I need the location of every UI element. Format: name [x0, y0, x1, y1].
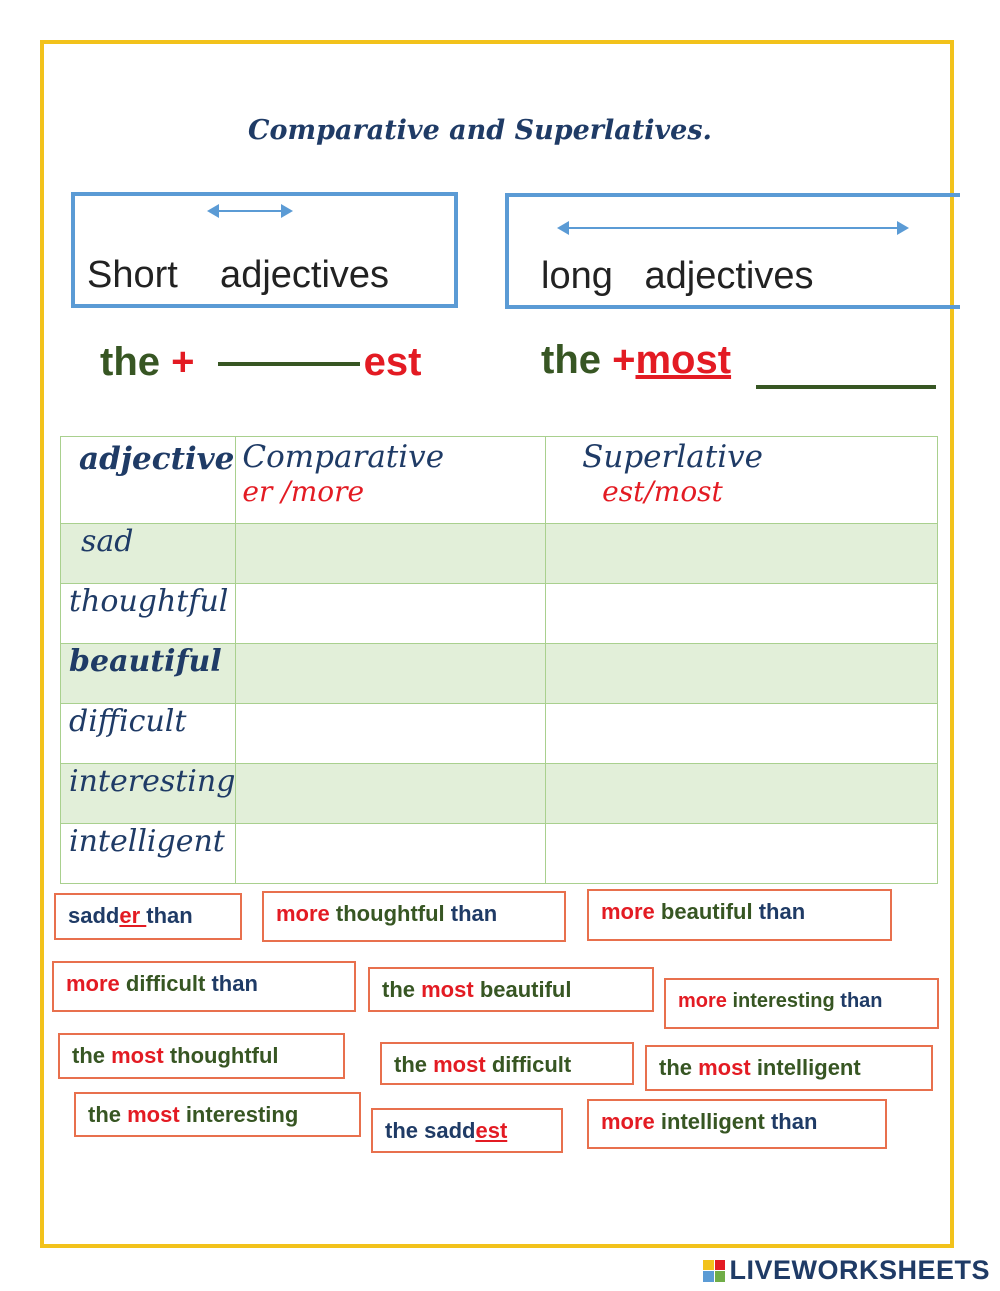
card-part: thoughtful	[335, 901, 445, 926]
card-part: than	[770, 1109, 818, 1134]
brand-name: LIVEWORKSHEETS	[729, 1255, 990, 1285]
table-header-row	[61, 437, 938, 524]
card-part: the	[659, 1055, 692, 1080]
long-arrow-icon	[559, 227, 907, 229]
formula-the-long: the	[541, 338, 601, 382]
card-part: more	[678, 990, 727, 1012]
card-part: sadd	[68, 903, 120, 928]
adjective-cell: intelligent	[61, 824, 236, 884]
card-part: intelligent	[756, 1055, 861, 1080]
card-more-interesting-than[interactable]	[664, 978, 939, 1029]
card-part: than	[146, 903, 193, 928]
card-part: difficult	[491, 1052, 572, 1077]
worksheet-title: Comparative and Superlatives.	[248, 115, 712, 146]
card-the-most-difficult[interactable]	[380, 1042, 634, 1085]
table-row	[61, 824, 938, 884]
adjective-cell: interesting	[61, 764, 236, 824]
card-part: more	[66, 971, 120, 996]
formula-est: est	[363, 340, 422, 384]
card-part: beautiful	[660, 899, 753, 924]
card-part: than	[211, 971, 258, 996]
table-row	[61, 704, 938, 764]
superlative-drop-cell[interactable]	[546, 644, 938, 704]
card-the-most-beautiful[interactable]	[368, 967, 654, 1012]
comparative-drop-cell[interactable]	[236, 524, 546, 584]
card-part: more	[601, 899, 655, 924]
formula-plus: +	[171, 340, 195, 384]
card-more-beautiful-than[interactable]	[587, 889, 892, 941]
card-part: most	[421, 977, 474, 1002]
card-part: the	[394, 1052, 427, 1077]
card-part: intelligent	[660, 1109, 765, 1134]
short-adjectives-box	[71, 192, 458, 308]
liveworksheets-logo-icon	[703, 1260, 725, 1282]
card-part: the	[382, 977, 415, 1002]
table-row	[61, 644, 938, 704]
card-more-intelligent-than[interactable]	[587, 1099, 887, 1149]
superlative-drop-cell[interactable]	[546, 764, 938, 824]
card-part: most	[127, 1102, 180, 1127]
card-part: more	[601, 1109, 655, 1134]
adjective-cell: sad	[61, 524, 236, 584]
formula-most: most	[635, 338, 732, 382]
superlative-drop-cell[interactable]	[546, 524, 938, 584]
header-superlative-sub: est/most	[602, 475, 723, 508]
formula-the: the	[100, 340, 160, 384]
adjective-cell: beautiful	[61, 644, 236, 704]
card-sadder-than[interactable]	[54, 893, 242, 940]
comparative-drop-cell[interactable]	[236, 764, 546, 824]
superlative-drop-cell[interactable]	[546, 704, 938, 764]
card-part: most	[433, 1052, 486, 1077]
card-the-most-intelligent[interactable]	[645, 1045, 933, 1091]
comparative-drop-cell[interactable]	[236, 644, 546, 704]
long-formula	[541, 338, 936, 389]
card-part: est	[475, 1118, 508, 1143]
card-more-difficult-than[interactable]	[52, 961, 356, 1012]
card-more-thoughtful-than[interactable]	[262, 891, 566, 942]
formula-blank-long	[756, 385, 936, 389]
card-part: the	[72, 1043, 105, 1068]
superlative-drop-cell[interactable]	[546, 824, 938, 884]
card-part: interesting	[185, 1102, 299, 1127]
long-adjectives-label: long adjectives	[541, 255, 814, 297]
card-the-most-thoughtful[interactable]	[58, 1033, 345, 1079]
adjective-cell: thoughtful	[61, 584, 236, 644]
header-comparative-sub: er /more	[242, 475, 365, 508]
short-adjectives-label: Short adjectives	[87, 254, 390, 296]
card-part: interesting	[732, 990, 835, 1012]
header-comparative-cell	[236, 437, 546, 524]
comparative-drop-cell[interactable]	[236, 584, 546, 644]
comparative-drop-cell[interactable]	[236, 824, 546, 884]
adjectives-table	[60, 436, 938, 884]
card-part: beautiful	[479, 977, 572, 1002]
header-adjective: adjective	[79, 441, 235, 477]
card-part: the sadd	[385, 1118, 476, 1143]
short-formula	[100, 340, 421, 385]
card-part: thoughtful	[169, 1043, 279, 1068]
superlative-drop-cell[interactable]	[546, 584, 938, 644]
long-adjectives-box	[505, 193, 960, 309]
card-part: than	[450, 901, 498, 926]
card-part: than	[758, 899, 806, 924]
card-part: er	[119, 903, 147, 928]
header-comparative: Comparative	[242, 439, 445, 475]
table-row	[61, 524, 938, 584]
card-the-most-interesting[interactable]	[74, 1092, 361, 1137]
card-part: most	[111, 1043, 164, 1068]
header-superlative: Superlative	[582, 439, 763, 475]
card-part: difficult	[125, 971, 206, 996]
card-part: than	[840, 990, 883, 1012]
adjective-cell: difficult	[61, 704, 236, 764]
card-part: most	[698, 1055, 751, 1080]
card-the-saddest[interactable]	[371, 1108, 563, 1153]
formula-plus-long: +	[612, 338, 636, 382]
card-part: more	[276, 901, 330, 926]
liveworksheets-brand	[703, 1255, 990, 1286]
card-part: the	[88, 1102, 121, 1127]
short-arrow-icon	[209, 210, 291, 212]
header-superlative-cell	[546, 437, 938, 524]
comparative-drop-cell[interactable]	[236, 704, 546, 764]
header-adjective-cell	[61, 437, 236, 524]
formula-blank	[218, 362, 360, 366]
table-row	[61, 764, 938, 824]
table-row	[61, 584, 938, 644]
